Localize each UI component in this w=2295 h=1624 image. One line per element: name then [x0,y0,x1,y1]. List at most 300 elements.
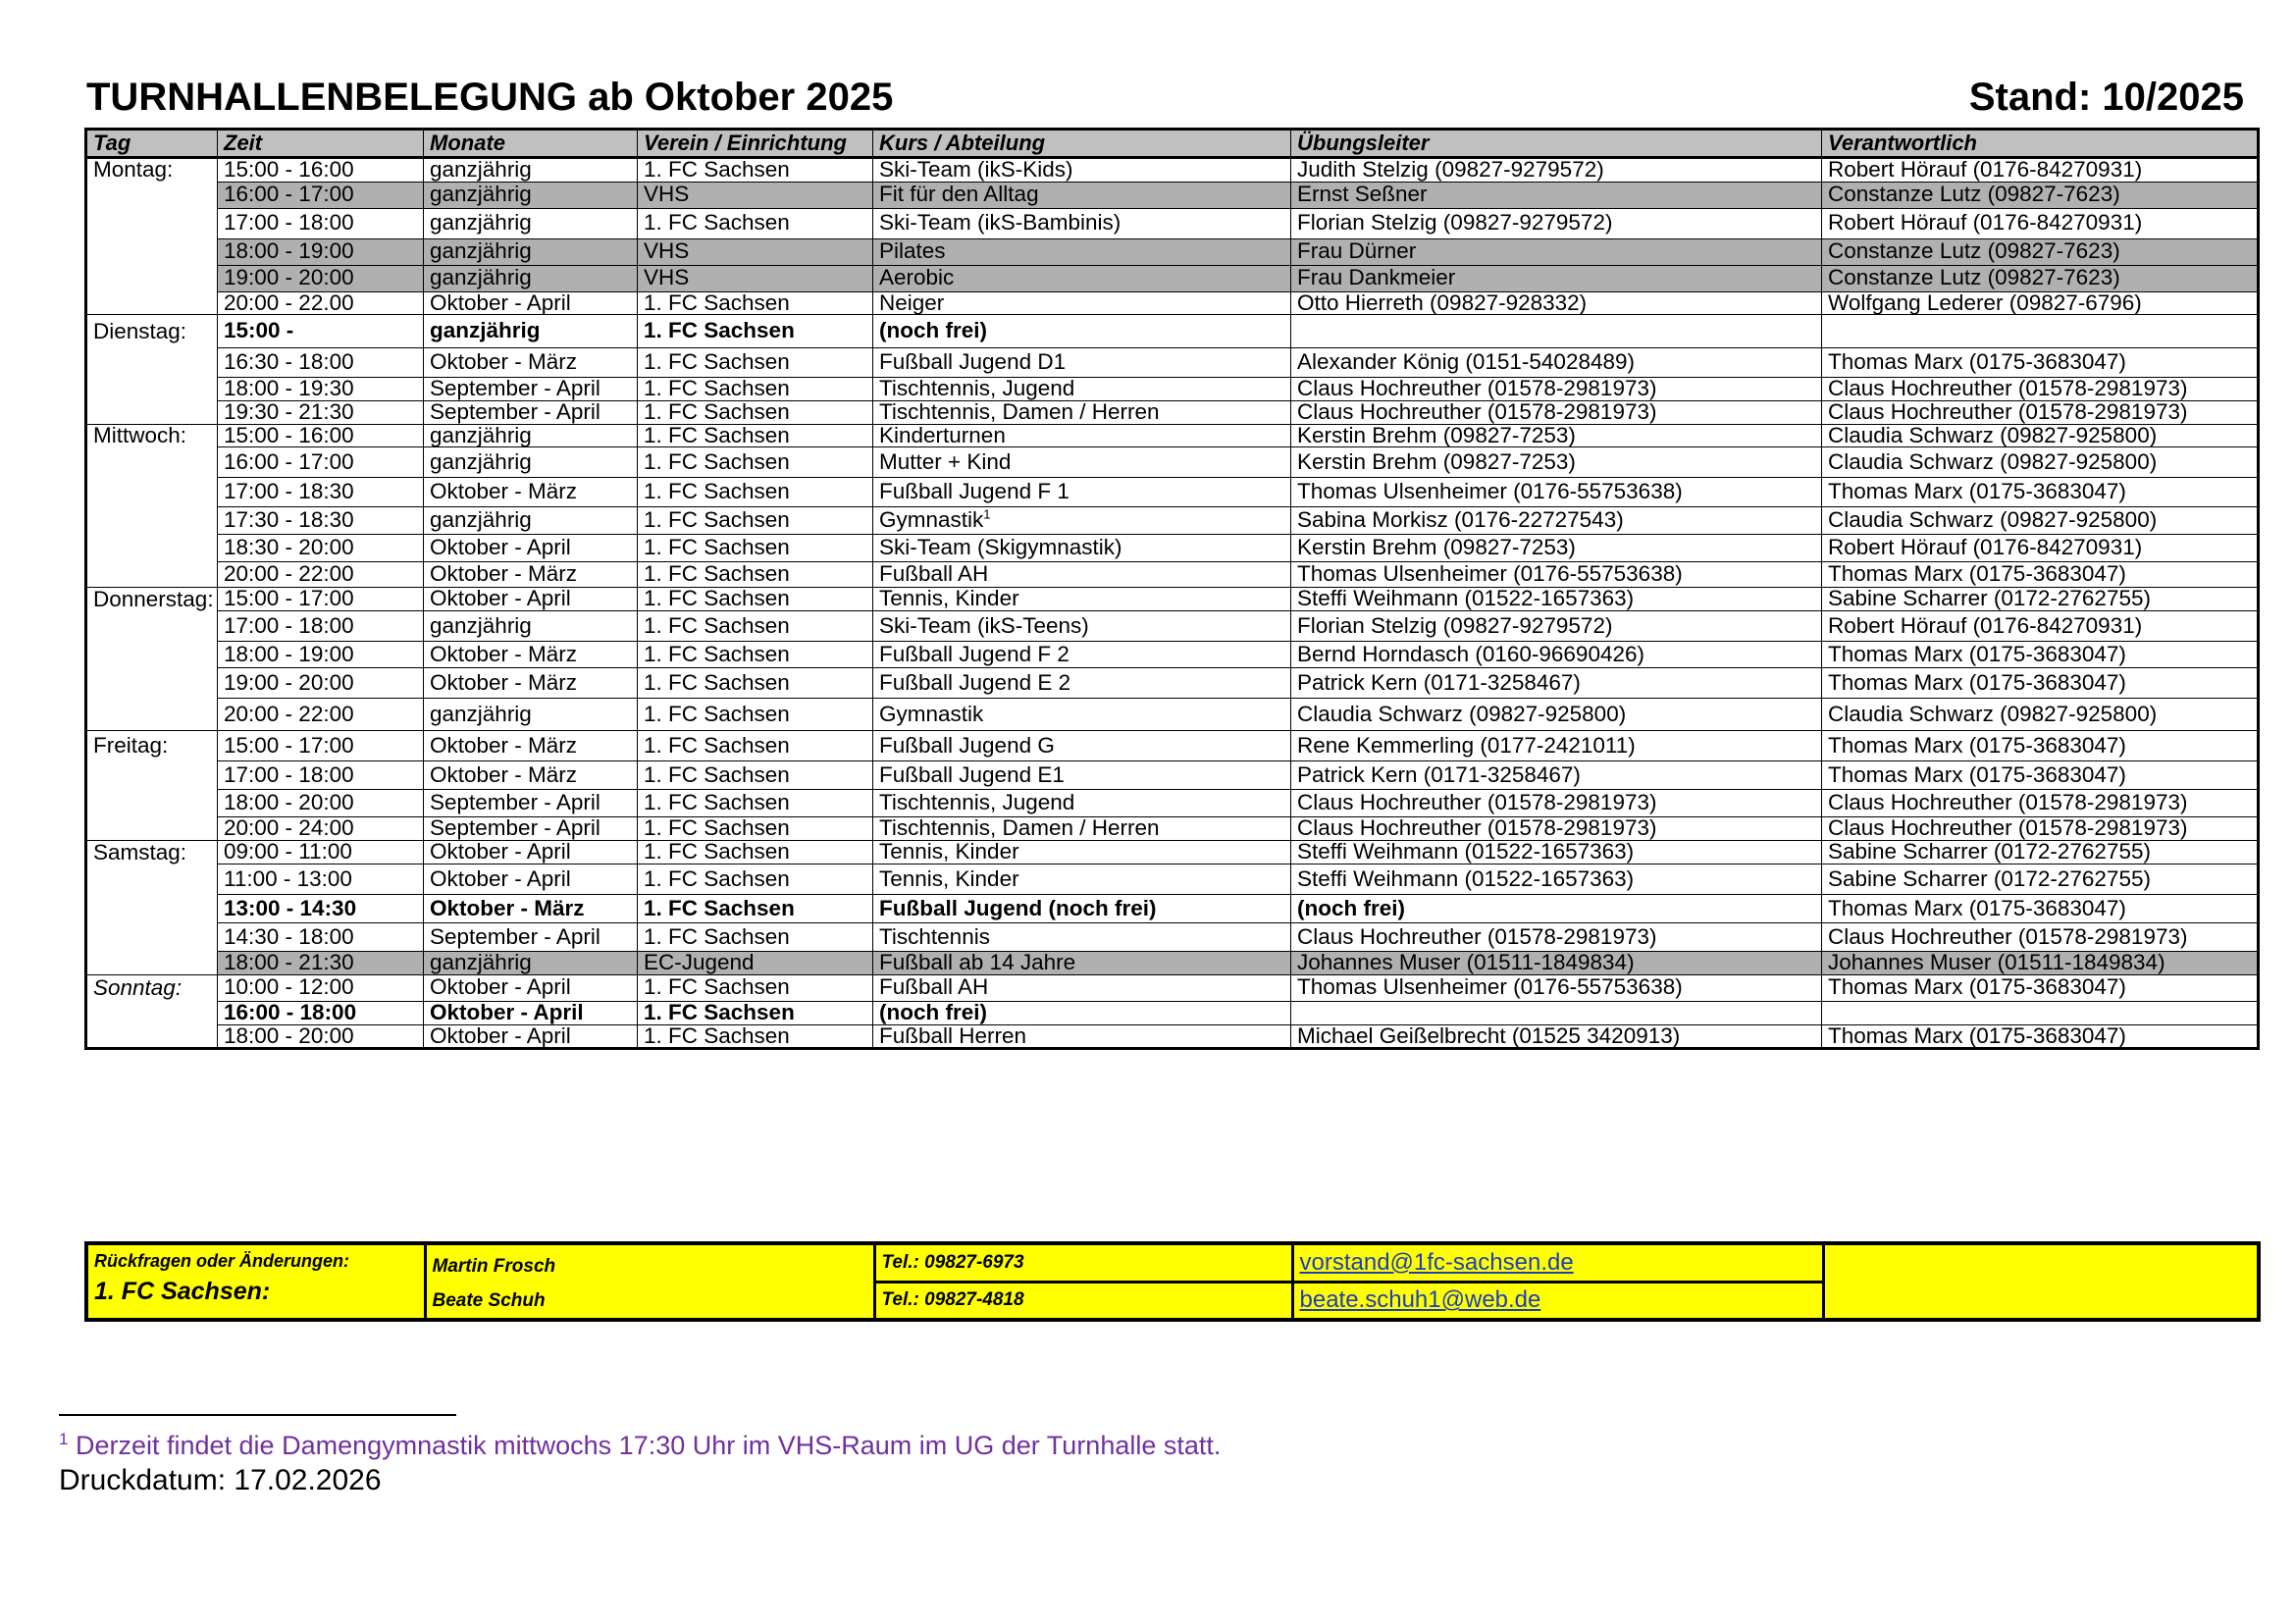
cell-verantwortlich [1822,1001,2259,1024]
cell-monate [424,699,638,731]
cell-leiter [1291,401,1822,425]
cell-leiter [1291,447,1822,478]
zeit-text: 18:00 - 21:30 [224,951,354,974]
verantwortlich-text: Claus Hochreuther (01578-2981973) [1828,790,2188,815]
contact-org-cell [86,1243,425,1320]
kurs-text: Tennis, Kinder [879,840,1019,864]
print-date: Druckdatum: 17.02.2026 [59,1464,382,1496]
cell-monate [424,348,638,378]
cell-verein [638,158,873,183]
monate-text: ganzjährig [430,157,532,182]
zeit-text: 15:00 - 16:00 [224,157,354,182]
monate-text: Oktober - April [430,865,571,891]
cell-tag [86,731,218,761]
cell-tag [86,507,218,535]
cell-verantwortlich [1822,817,2259,841]
cell-kurs [873,790,1291,817]
table-row [86,668,2259,699]
cell-kurs [873,1001,1291,1024]
cell-leiter [1291,699,1822,731]
verein-text: 1. FC Sachsen [644,507,790,533]
verantwortlich-text: Thomas Marx (0175-3683047) [1828,895,2126,920]
cell-tag [86,401,218,425]
cell-verantwortlich [1822,158,2259,183]
zeit-text: 17:00 - 18:00 [224,761,354,787]
col-header-zeit: Zeit [218,130,424,158]
cell-verein [638,1024,873,1049]
cell-zeit [218,562,424,588]
cell-leiter [1291,158,1822,183]
verantwortlich-text: Claudia Schwarz (09827-925800) [1828,507,2158,533]
cell-monate [424,507,638,535]
verantwortlich-text: Thomas Marx (0175-3683047) [1828,974,2126,1000]
verantwortlich-text: Thomas Marx (0175-3683047) [1828,761,2126,787]
zeit-text: 14:30 - 18:00 [224,923,354,949]
cell-verein [638,668,873,699]
cell-tag [86,291,218,315]
contact-empty-cell [1823,1243,2259,1320]
cell-verein [638,378,873,401]
verantwortlich-text: Robert Hörauf (0176-84270931) [1828,535,2143,560]
verantwortlich-text: Claudia Schwarz (09827-925800) [1828,701,2158,726]
cell-zeit [218,790,424,817]
cell-monate [424,588,638,611]
table-row [86,895,2259,923]
cell-monate [424,478,638,507]
cell-kurs [873,158,1291,183]
monate-text: ganzjährig [430,318,541,343]
cell-tag [86,348,218,378]
cell-leiter [1291,1024,1822,1049]
cell-zeit [218,841,424,864]
verein-text: 1. FC Sachsen [644,400,790,424]
cell-kurs [873,817,1291,841]
cell-verein [638,817,873,841]
cell-monate [424,731,638,761]
cell-verein [638,611,873,642]
table-row [86,535,2259,562]
cell-verein [638,424,873,447]
cell-monate [424,291,638,315]
cell-monate [424,208,638,238]
contact-org-name: 1. FC Sachsen: [94,1278,271,1305]
cell-monate [424,611,638,642]
verein-text: VHS [644,238,690,264]
cell-monate [424,424,638,447]
day-label: Freitag: [93,733,169,758]
cell-monate [424,817,638,841]
zeit-text: 19:00 - 20:00 [224,669,354,695]
zeit-text: 17:00 - 18:00 [224,612,354,638]
monate-text: ganzjährig [430,424,532,447]
verantwortlich-text: Robert Hörauf (0176-84270931) [1828,210,2143,236]
cell-kurs [873,761,1291,790]
cell-verein [638,265,873,291]
cell-zeit [218,535,424,562]
contact-email-1-link[interactable]: vorstand@1fc-sachsen.de [1299,1248,1574,1276]
zeit-text: 16:30 - 18:00 [224,349,354,375]
col-header-monate: Monate [424,130,638,158]
cell-tag [86,952,218,975]
verein-text: VHS [644,182,690,207]
verantwortlich-text: Thomas Marx (0175-3683047) [1828,561,2126,587]
contact-person-1: Martin Frosch [432,1256,556,1277]
cell-tag [86,611,218,642]
cell-zeit [218,507,424,535]
monate-text: Oktober - März [430,669,578,695]
cell-zeit [218,923,424,952]
leiter-text: Otto Hierreth (09827-928332) [1297,291,1588,315]
cell-tag [86,1024,218,1049]
cell-zeit [218,864,424,895]
cell-verein [638,790,873,817]
cell-monate [424,1024,638,1049]
verein-text: 1. FC Sachsen [644,157,790,182]
day-label: Mittwoch: [93,424,187,447]
leiter-text: Claus Hochreuther (01578-2981973) [1297,377,1657,401]
verein-text: 1. FC Sachsen [644,377,790,401]
cell-monate [424,447,638,478]
cell-verein [638,238,873,265]
cell-leiter [1291,923,1822,952]
cell-tag [86,974,218,1001]
cell-leiter [1291,348,1822,378]
kurs-text: Fußball ab 14 Jahre [879,951,1076,974]
cell-tag [86,158,218,183]
verein-text: 1. FC Sachsen [644,612,790,638]
table-row [86,401,2259,425]
cell-tag [86,895,218,923]
zeit-text: 15:00 - 17:00 [224,587,354,611]
cell-monate [424,1001,638,1024]
monate-text: Oktober - April [430,535,571,560]
verantwortlich-text: Johannes Muser (01511-1849834) [1828,951,2165,974]
leiter-text: Thomas Ulsenheimer (0176-55753638) [1297,479,1683,504]
cell-leiter [1291,790,1822,817]
contact-tel-1: Tel.: 09827-6973 [874,1243,1292,1282]
cell-verein [638,507,873,535]
cell-verantwortlich [1822,562,2259,588]
cell-verantwortlich [1822,864,2259,895]
leiter-text: (noch frei) [1297,895,1405,920]
cell-tag [86,699,218,731]
cell-leiter [1291,895,1822,923]
leiter-text: Claudia Schwarz (09827-925800) [1297,701,1627,726]
cell-monate [424,668,638,699]
verantwortlich-text: Thomas Marx (0175-3683047) [1828,479,2126,504]
kurs-text: Fußball AH [879,974,989,1000]
table-row [86,952,2259,975]
cell-monate [424,895,638,923]
contact-person-2: Beate Schuh [432,1290,546,1311]
cell-tag [86,315,218,348]
cell-verantwortlich [1822,731,2259,761]
day-label: Dienstag: [93,318,187,343]
kurs-text: Ski-Team (ikS-Bambinis) [879,210,1121,236]
table-row [86,790,2259,817]
cell-leiter [1291,817,1822,841]
cell-verantwortlich [1822,535,2259,562]
cell-zeit [218,974,424,1001]
cell-verantwortlich [1822,182,2259,208]
cell-tag [86,588,218,611]
cell-kurs [873,864,1291,895]
cell-verantwortlich [1822,952,2259,975]
cell-verantwortlich [1822,348,2259,378]
cell-zeit [218,817,424,841]
cell-zeit [218,642,424,668]
monate-text: September - April [430,377,600,401]
day-label: Sonntag: [93,974,183,1000]
contact-persons [425,1243,874,1320]
table-row [86,562,2259,588]
zeit-text: 13:00 - 14:30 [224,895,357,920]
footnote-separator [59,1414,456,1416]
cell-tag [86,668,218,699]
table-row [86,424,2259,447]
zeit-text: 19:00 - 20:00 [224,265,354,290]
contact-box [84,1241,2261,1322]
kurs-text: Tischtennis, Damen / Herren [879,400,1160,424]
monate-text: ganzjährig [430,182,532,207]
monate-text: ganzjährig [430,701,532,726]
monate-text: Oktober - März [430,732,578,758]
cell-zeit [218,238,424,265]
monate-text: Oktober - April [430,974,571,1000]
cell-verantwortlich [1822,291,2259,315]
monate-text: Oktober - März [430,479,578,504]
leiter-text: Patrick Kern (0171-3258467) [1297,761,1581,787]
cell-leiter [1291,378,1822,401]
cell-kurs [873,238,1291,265]
cell-kurs [873,401,1291,425]
footnote-mark: 1 [59,1430,69,1448]
cell-zeit [218,315,424,348]
leiter-text: Steffi Weihmann (01522-1657363) [1297,840,1635,864]
schedule-table [84,128,2260,1050]
cell-verantwortlich [1822,923,2259,952]
verein-text: 1. FC Sachsen [644,479,790,504]
table-row [86,447,2259,478]
cell-verein [638,923,873,952]
cell-kurs [873,588,1291,611]
cell-zeit [218,378,424,401]
cell-leiter [1291,291,1822,315]
verantwortlich-text: Wolfgang Lederer (09827-6796) [1828,291,2142,315]
cell-verein [638,535,873,562]
kurs-text: Gymnastik [879,507,984,533]
cell-zeit [218,895,424,923]
verein-text: 1. FC Sachsen [644,535,790,560]
zeit-text: 20:00 - 22:00 [224,561,354,587]
cell-verein [638,291,873,315]
cell-verantwortlich [1822,507,2259,535]
zeit-text: 15:00 - [224,318,294,343]
cell-monate [424,158,638,183]
leiter-text: Claus Hochreuther (01578-2981973) [1297,400,1657,424]
cell-zeit [218,401,424,425]
verantwortlich-text: Sabine Scharrer (0172-2762755) [1828,587,2151,611]
verein-text: 1. FC Sachsen [644,732,790,758]
kurs-text: Fußball Jugend (noch frei) [879,895,1157,920]
cell-verein [638,761,873,790]
cell-kurs [873,562,1291,588]
monate-text: ganzjährig [430,612,532,638]
cell-kurs [873,348,1291,378]
cell-monate [424,265,638,291]
zeit-text: 16:00 - 17:00 [224,182,354,207]
cell-leiter [1291,182,1822,208]
monate-text: ganzjährig [430,448,532,474]
col-header-verein: Verein / Einrichtung [638,130,873,158]
kurs-text: Fußball Jugend D1 [879,349,1067,375]
table-row [86,761,2259,790]
cell-verantwortlich [1822,895,2259,923]
verantwortlich-text: Thomas Marx (0175-3683047) [1828,1024,2126,1048]
monate-text: Oktober - März [430,761,578,787]
day-label: Donnerstag: [93,587,214,611]
leiter-text: Ernst Seßner [1297,182,1428,207]
contact-tel-2: Tel.: 09827-4818 [874,1282,1292,1320]
contact-email-2-link[interactable]: beate.schuh1@web.de [1299,1286,1541,1314]
cell-verantwortlich [1822,447,2259,478]
zeit-text: 18:00 - 19:00 [224,641,354,666]
verantwortlich-text: Thomas Marx (0175-3683047) [1828,349,2126,375]
monate-text: Oktober - März [430,561,578,587]
cell-monate [424,923,638,952]
cell-kurs [873,535,1291,562]
cell-leiter [1291,1001,1822,1024]
table-row [86,208,2259,238]
monate-text: Oktober - April [430,1001,584,1024]
monate-text: September - April [430,790,600,815]
cell-tag [86,841,218,864]
kurs-text: Ski-Team (Skigymnastik) [879,535,1122,560]
verantwortlich-text: Constanze Lutz (09827-7623) [1828,265,2120,290]
kurs-text: Tischtennis, Damen / Herren [879,816,1160,841]
kurs-text: Tischtennis [879,923,990,949]
table-row [86,923,2259,952]
contact-question: Rückfragen oder Änderungen: [94,1251,350,1271]
cell-verein [638,315,873,348]
table-row [86,238,2259,265]
cell-kurs [873,699,1291,731]
leiter-text: Bernd Horndasch (0160-96690426) [1297,641,1644,666]
stand-date: Stand: 10/2025 [1968,76,2244,119]
zeit-text: 19:30 - 21:30 [224,400,354,424]
zeit-text: 17:00 - 18:00 [224,210,354,236]
cell-verein [638,1001,873,1024]
verein-text: VHS [644,265,690,290]
cell-monate [424,952,638,975]
cell-leiter [1291,478,1822,507]
table-row [86,864,2259,895]
monate-text: Oktober - April [430,587,571,611]
leiter-text: Thomas Ulsenheimer (0176-55753638) [1297,561,1683,587]
cell-monate [424,841,638,864]
monate-text: Oktober - März [430,641,578,666]
monate-text: ganzjährig [430,507,532,533]
cell-zeit [218,478,424,507]
cell-verein [638,478,873,507]
leiter-text: Steffi Weihmann (01522-1657363) [1297,865,1635,891]
table-row [86,611,2259,642]
kurs-text: Ski-Team (ikS-Kids) [879,157,1073,182]
verantwortlich-text: Claudia Schwarz (09827-925800) [1828,424,2158,447]
cell-leiter [1291,731,1822,761]
cell-verantwortlich [1822,974,2259,1001]
verein-text: EC-Jugend [644,951,755,974]
cell-verantwortlich [1822,611,2259,642]
table-row [86,1024,2259,1049]
cell-leiter [1291,761,1822,790]
kurs-text: Fußball Jugend E 2 [879,669,1071,695]
cell-leiter [1291,841,1822,864]
verein-text: 1. FC Sachsen [644,761,790,787]
kurs-text: Fußball Jugend E1 [879,761,1065,787]
cell-tag [86,447,218,478]
cell-leiter [1291,642,1822,668]
cell-tag [86,761,218,790]
monate-text: Oktober - April [430,1024,571,1048]
table-row [86,158,2259,183]
cell-kurs [873,378,1291,401]
cell-verein [638,182,873,208]
zeit-text: 18:30 - 20:00 [224,535,354,560]
leiter-text: Alexander König (0151-54028489) [1297,349,1636,375]
cell-leiter [1291,424,1822,447]
cell-verantwortlich [1822,790,2259,817]
cell-monate [424,974,638,1001]
verein-text: 1. FC Sachsen [644,923,790,949]
verein-text: 1. FC Sachsen [644,701,790,726]
verantwortlich-text: Claus Hochreuther (01578-2981973) [1828,400,2188,424]
cell-monate [424,642,638,668]
zeit-text: 18:00 - 19:00 [224,238,354,264]
footnote-text: Derzeit findet die Damengymnastik mittwochs 17:30 Uhr im VHS-Raum im UG der Turnhalle statt. [68,1431,1222,1460]
cell-kurs [873,291,1291,315]
cell-verantwortlich [1822,208,2259,238]
zeit-text: 20:00 - 22:00 [224,701,354,726]
cell-zeit [218,1001,424,1024]
table-row [86,974,2259,1001]
verein-text: 1. FC Sachsen [644,1024,790,1048]
cell-leiter [1291,588,1822,611]
kurs-text: Fußball Jugend F 1 [879,479,1069,504]
verein-text: 1. FC Sachsen [644,561,790,587]
table-row [86,265,2259,291]
leiter-text: Frau Dankmeier [1297,265,1456,290]
monate-text: ganzjährig [430,210,532,236]
cell-kurs [873,841,1291,864]
verein-text: 1. FC Sachsen [644,349,790,375]
cell-zeit [218,424,424,447]
cell-verantwortlich [1822,478,2259,507]
cell-zeit [218,761,424,790]
cell-leiter [1291,562,1822,588]
verein-text: 1. FC Sachsen [644,816,790,841]
cell-zeit [218,291,424,315]
cell-monate [424,378,638,401]
kurs-text: (noch frei) [879,318,987,343]
verein-text: 1. FC Sachsen [644,318,795,343]
cell-kurs [873,315,1291,348]
verantwortlich-text: Thomas Marx (0175-3683047) [1828,641,2126,666]
kurs-text: Fußball Jugend F 2 [879,641,1069,666]
cell-verantwortlich [1822,378,2259,401]
cell-kurs [873,974,1291,1001]
cell-tag [86,182,218,208]
